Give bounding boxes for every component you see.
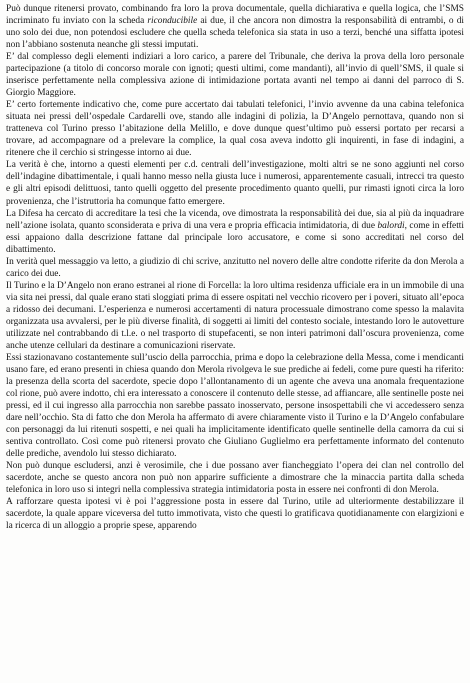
paragraph-9: Non può dunque escludersi, anzi è verosimile, che i due possano aver fiancheggiato l’opera dei clan nel controllo del sacerdote, anche se questo ancora non può non apparire sufficiente a dimostrare che la minaccia partita dalla scheda telefonica in loro uso si integri nella complessiva strategia intimidatoria posta in essere nei confronti di don Merola. <box>6 461 464 496</box>
paragraph-3: E’ certo fortemente indicativo che, come pure accertato dai tabulati telefonici, l’invio avvenne da una cabina telefonica situata nei pressi dell’ospedale Cardarelli ove, stando alle indagini di polizia, la D’Angelo pernottava, quando non si tratteneva col Turino presso l’abitazione della Melillo, e dove dunque quest’ultimo può essersi portato per recarsi a trovare, ad accompagnare od a prelevare la complice, la qual cosa aveva indotto gli inquirenti, in fase di indagini, a ritenere che il cerchio si stringesse intorno ai due. <box>6 100 464 159</box>
italic-term: riconducibile <box>147 16 198 27</box>
paragraph-1: Può dunque ritenersi provato, combinando fra loro la prova documentale, quella dichiarativa e quella logica, che l’SMS incriminato fu inviato con la scheda riconducibile ai due, il che ancora non dimostra la responsabilità di entrambi, o di uno solo dei due, non potendosi escludere che quella scheda telefonica sia stata in uso a terzi, benché una siffatta ipotesi non l’abbiano sostenuta neanche gli stessi imputati. <box>6 4 464 51</box>
paragraph-6: In verità quel messaggio va letto, a giudizio di chi scrive, anzitutto nel novero delle altre condotte riferite da don Merola a carico dei due. <box>6 256 464 279</box>
paragraph-7: Il Turino e la D’Angelo non erano estranei al rione di Forcella: la loro ultima residenza ufficiale era in un immobile di una via sita nei pressi, dal quale erano stati sloggiati prima di essere ospitati nel vecchio ricovero per i poveri, situato all’epoca a ridosso dei decumani. L’esperienza e numerosi accertamenti di natura processuale dimostrano come spesso la malavita organizzata usa avvalersi, per le più diverse finalità, di soggetti ai limiti del contesto sociale, intestando loro le autovetture utilizzate nel contrabbando di t.l.e. o nel trasporto di stupefacenti, se non interi patrimoni dall’oscura provenienza, come anche utenze cellulari da destinare a comunicazioni riservate. <box>6 280 464 351</box>
paragraph-10: A rafforzare questa ipotesi vi è poi l’aggressione posta in essere dal Turino, utile ad ulteriormente destabilizzare il sacerdote, la quale appare viceversa del tutto immotivata, visto che questi lo gratificava quotidianamente con elargizioni e la ricerca di un alloggio a proprie spese, apparendo <box>6 497 464 532</box>
paragraph-8: Essi stazionavano costantemente sull’uscio della parrocchia, prima e dopo la celebrazione della Messa, come i mendicanti usano fare, ed erano presenti in chiesa quando don Merola rivolgeva le sue prediche ai fedeli, come pure questi ha riferito: la presenza della scorta del sacerdote, specie dopo l’allontanamento di un agente che aveva una anomala frequentazione col rione, può avere indotto, chi era interessato a conoscere il contenuto delle stesse, ad affiancare, alle sentinelle poste nei pressi, ed il cui ingresso alla parrocchia non sarebbe passato inosservato, persone insospettabili che vi accedessero senza dare nell’occhio. Sta di fatto che don Merola ha affermato di avere chiaramente visto il Turino e la D’Angelo confabulare con personaggi da lui ritenuti sospetti, e nei quali ha implicitamente identificato quelle sentinelle della camorra da cui si sentiva controllato. Così come può ritenersi provato che Giuliano Guglielmo era perfettamente informato del contenuto delle prediche, avendolo lui stesso dichiarato. <box>6 352 464 460</box>
paragraph-5: La Difesa ha cercato di accreditare la tesi che la vicenda, ove dimostrata la responsabilità dei due, sia al più da inquadrare nell’azione isolata, quanto sconsiderata e priva di una vera e propria efficacia intimidatoria, di due balordi, come in effetti essi appaiono dalla descrizione fattane dal principale loro accusatore, e come si sono accreditati nel corso del dibattimento. <box>6 208 464 255</box>
paragraph-4: La verità è che, intorno a questi elementi per c.d. centrali dell’investigazione, molti altri se ne sono aggiunti nel corso dell’indagine dibattimentale, i quali hanno messo nella giusta luce i numerosi, apparentemente casuali, intrecci tra questo e gli altri episodi delittuosi, tanto quelli oggetto del presente procedimento quanto quelli, pur rimasti ignoti circa la loro provenienza, che l’istruttoria ha comunque fatto emergere. <box>6 160 464 207</box>
italic-term: balordi <box>377 220 405 231</box>
paragraph-2: E’ dal complesso degli elementi indiziari a loro carico, a parere del Tribunale, che deriva la prova della loro personale partecipazione (a titolo di concorso morale con ignoti; questi ultimi, come mandanti), all’invio di quell’SMS, il quale si inserisce perfettamente nella complessiva azione di intimidazione portata avanti nel tempo ai danni del parroco di S. Giorgio Maggiore. <box>6 52 464 99</box>
